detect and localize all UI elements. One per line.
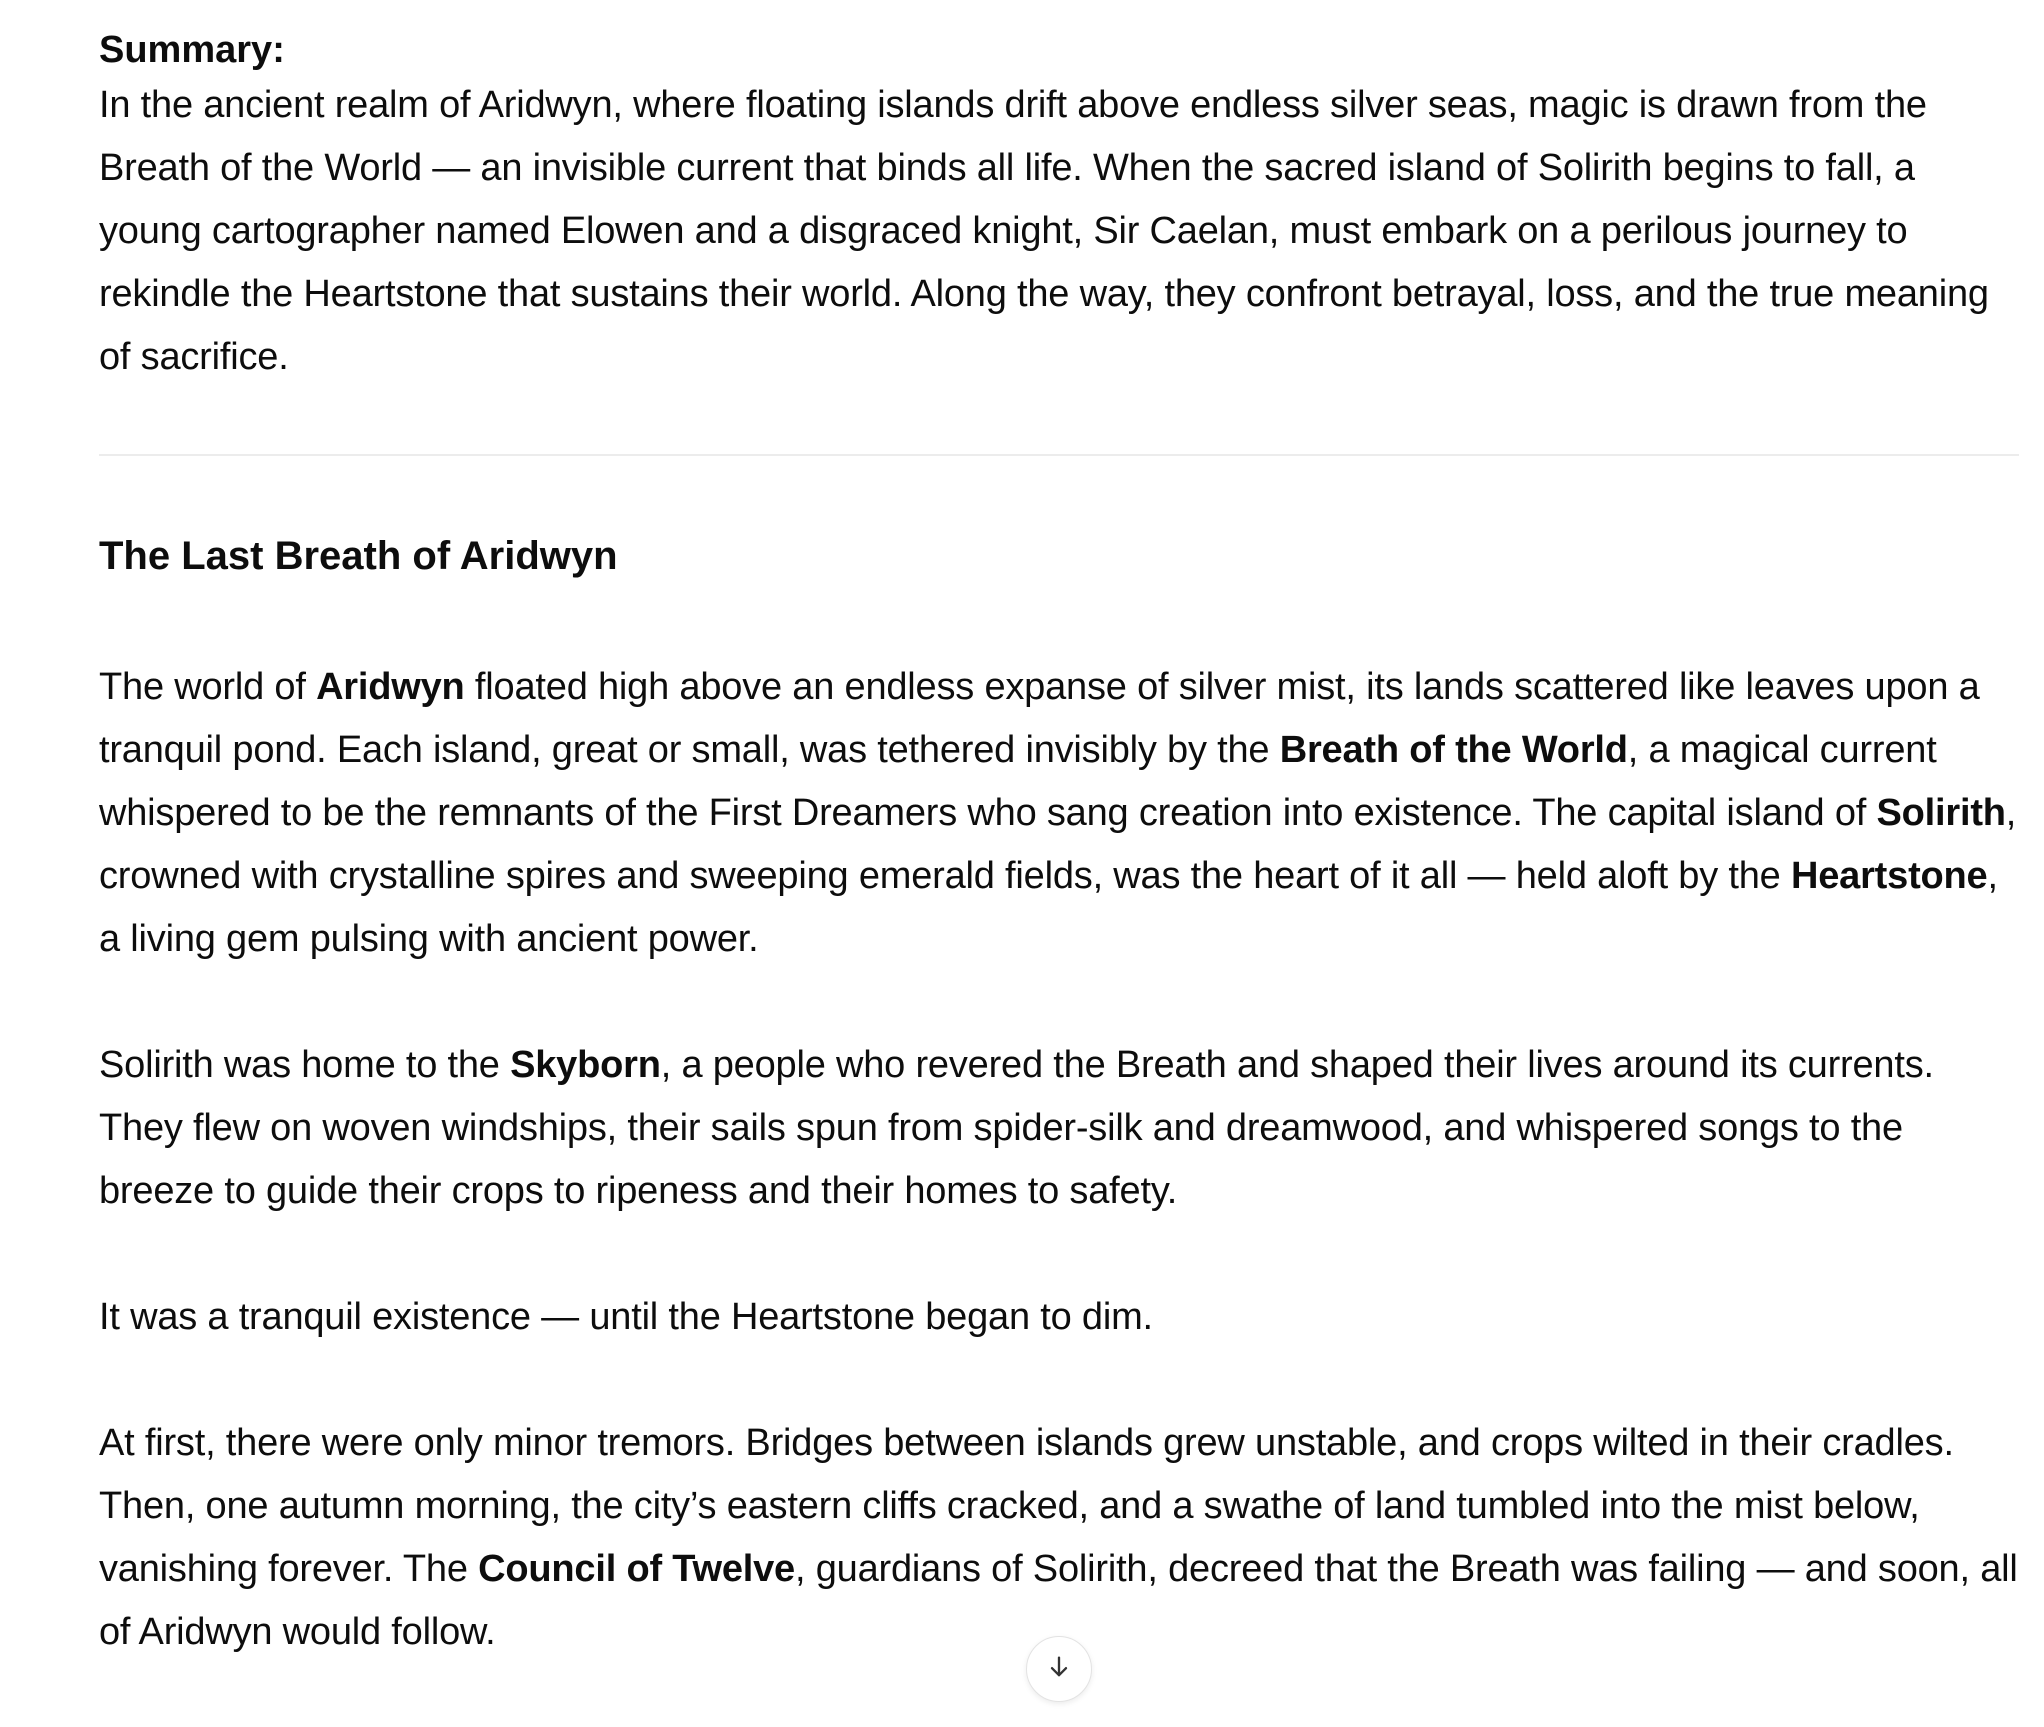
p1-text-4: , crowned with crystalline spires and sweeping emerald fields, was the heart of it all — held aloft by the <box>99 792 2017 897</box>
story-paragraph-1 <box>99 656 2019 971</box>
p1-text-1: The world of <box>99 666 317 708</box>
p1-bold-solirith: Solirith <box>1876 792 2006 834</box>
p4-text-1: At first, there were only minor tremors. Bridges between islands grew unstable, and crops wilted in their cradles. Then, one autumn morning, the city’s eastern cliffs cracked, and a swathe of land tumbled into the mist below, vanishing forever. The <box>99 1422 1954 1590</box>
p4-bold-council: Council of Twelve <box>478 1548 795 1590</box>
story-section <box>99 528 2019 1727</box>
scroll-to-bottom-button[interactable] <box>1026 1636 1092 1702</box>
story-paragraph-4 <box>99 1412 2019 1664</box>
p3-text-1: It was a tranquil existence — until the Heartstone began to dim. <box>99 1296 1153 1338</box>
p1-text-2: floated high above an endless expanse of silver mist, its lands scattered like leaves upon a tranquil pond. Each island, great or small, was tethered invisibly by the <box>99 666 1980 771</box>
section-divider <box>99 454 2019 456</box>
story-paragraph-2 <box>99 1034 2019 1223</box>
p2-text-2: , a people who revered the Breath and shaped their lives around its currents. They flew on woven windships, their sails spun from spider-silk and dreamwood, and whispered songs to the breeze to guide their crops to ripeness and their homes to safety. <box>99 1044 1934 1212</box>
story-paragraph-3 <box>99 1286 2019 1349</box>
p4-text-2: , guardians of Solirith, decreed that the Breath was failing — and soon, all of Aridwyn would follow. <box>99 1548 2018 1653</box>
story-title: The Last Breath of Aridwyn <box>99 534 618 578</box>
p2-text-1: Solirith was home to the <box>99 1044 511 1086</box>
p1-text-5: , a living gem pulsing with ancient power. <box>99 855 1998 960</box>
arrow-down-icon <box>1045 1653 1073 1686</box>
p1-bold-aridwyn: Aridwyn <box>316 666 465 708</box>
p1-bold-breath: Breath of the World <box>1279 729 1628 771</box>
summary-section <box>99 26 2019 389</box>
p2-bold-skyborn: Skyborn <box>510 1044 661 1086</box>
summary-label: Summary: <box>99 29 285 71</box>
p1-bold-heartstone: Heartstone <box>1790 855 1988 897</box>
summary-text: In the ancient realm of Aridwyn, where floating islands drift above endless silver seas, magic is drawn from the Breath of the World — an invisible current that binds all life. When the sacred island of Solirith begins to fall, a young cartographer named Elowen and a disgraced knight, Sir Caelan, must embark on a perilous journey to rekindle the Heartstone that sustains their world. Along the way, they confront betrayal, loss, and the true meaning of sacrifice. <box>99 84 1989 378</box>
p1-text-3: , a magical current whispered to be the remnants of the First Dreamers who sang creation into existence. The capital island of <box>99 729 1937 834</box>
